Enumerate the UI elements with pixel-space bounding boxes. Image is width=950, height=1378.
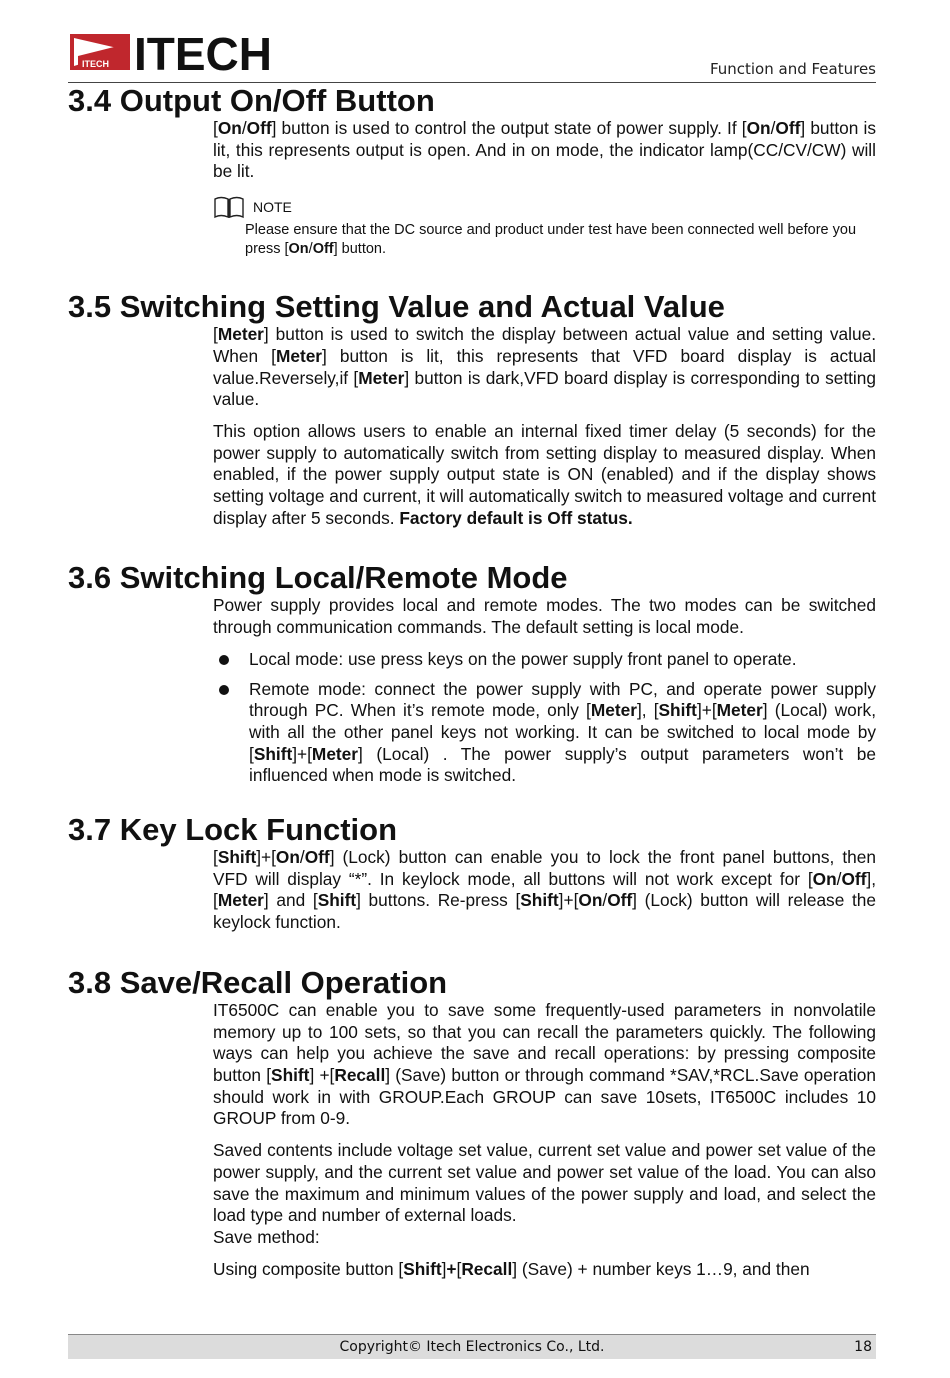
bold-text-run: On bbox=[578, 890, 603, 911]
text-run: ] (Lock) button will release the keylock function. bbox=[213, 890, 876, 933]
text-run: ] button is used to switch the display between actual value and setting value. When [ bbox=[213, 324, 876, 366]
bold-text-run: On bbox=[288, 240, 309, 257]
text-run: ] (Local) . The power supply’s output parameters won’t be influenced when mode is switched. bbox=[249, 743, 876, 786]
note-text bbox=[245, 221, 876, 258]
text-run: Please ensure that the DC source and product under test have been connected well before you press [ bbox=[245, 222, 857, 257]
text-run: ] button is dark,VFD board display is corresponding to setting value. bbox=[213, 367, 876, 410]
text-run: / bbox=[836, 868, 842, 889]
text-run: ] and [ bbox=[263, 890, 318, 911]
text-run: ]+[ bbox=[256, 847, 276, 868]
bold-text-run: Shift bbox=[253, 743, 293, 764]
text-run: ]+[ bbox=[696, 700, 717, 721]
text-run: This option allows users to enable an internal fixed timer delay (5 seconds) for the power supply to automatically switch from setting display to measured display. When enabled, if the power supply output state is ON (enabled) and if the display shows setting voltage and current, it will automatically switch to measured voltage and current display after 5 seconds. bbox=[213, 420, 876, 528]
bold-text-run: Factory default is Off status. bbox=[399, 507, 633, 528]
bold-text-run: Shift bbox=[520, 890, 559, 911]
bold-text-run: On bbox=[217, 118, 242, 138]
text-run: ] button. bbox=[333, 240, 387, 257]
bold-text-run: Meter bbox=[275, 345, 323, 366]
text-run: ] (Lock) button can enable you to lock the front panel buttons, then VFD will display “*”. In keylock mode, all buttons will not work except for [ bbox=[213, 847, 876, 889]
text-run: ] button is used to control the output state of power supply. If [ bbox=[271, 118, 747, 138]
text-run: [ bbox=[456, 1258, 462, 1279]
book-icon bbox=[213, 195, 245, 219]
text-run: ] bbox=[441, 1258, 447, 1279]
bold-text-run: Meter bbox=[217, 324, 264, 345]
bold-text-run: On bbox=[812, 868, 837, 889]
bold-text-run: Off bbox=[607, 890, 633, 911]
section-3-8-paragraph-2 bbox=[213, 1140, 876, 1227]
text-run: ]+[ bbox=[558, 890, 579, 911]
page-number: 18 bbox=[854, 1339, 872, 1355]
bold-text-run: Recall bbox=[461, 1258, 513, 1279]
bold-text-run: Meter bbox=[716, 700, 763, 721]
section-3-5-body bbox=[213, 324, 876, 529]
text-run: Remote mode: connect the power supply with PC, and operate power supply through PC. When it’s remote mode, only [ bbox=[249, 678, 876, 721]
text-run: Power supply provides local and remote modes. The two modes can be switched through communication commands. The default setting is local mode. bbox=[213, 595, 876, 638]
bold-text-run: On bbox=[746, 118, 771, 138]
text-run: / bbox=[308, 240, 313, 257]
text-run: ] buttons. Re-press [ bbox=[356, 890, 521, 911]
section-3-4-body bbox=[213, 118, 876, 258]
section-3-4-heading: 3.4 Output On/Off Button bbox=[68, 83, 435, 118]
bullet-local-mode bbox=[213, 649, 876, 671]
bold-text-run: Off bbox=[841, 868, 867, 889]
bold-text-run: Meter bbox=[217, 890, 264, 911]
text-run: ], [ bbox=[636, 700, 659, 721]
section-3-6-bullet-list bbox=[213, 649, 876, 787]
bold-text-run: Meter bbox=[358, 367, 405, 388]
text-run: / bbox=[602, 890, 608, 911]
bold-text-run: Recall bbox=[334, 1064, 386, 1085]
section-3-7-heading: 3.7 Key Lock Function bbox=[68, 812, 398, 848]
bold-text-run: On bbox=[275, 847, 300, 868]
section-3-5-heading: 3.5 Switching Setting Value and Actual Value bbox=[68, 289, 725, 325]
text-run: ] button is lit, this represents that VFD board display is actual value.Reversely,if [ bbox=[213, 345, 877, 388]
text-run: Saved contents include voltage set value, current set value and power set value of the power supply, and the current set value and power set value of the load. You can also save the maximum and minimum values of the power supply and load, and select the load type and number of external loads. bbox=[213, 1140, 876, 1226]
logo-text: ITECH bbox=[134, 30, 272, 74]
text-run: IT6500C can enable you to save some frequently-used parameters in nonvolatile memory up to 100 sets, so that you can recall the parameters quickly. The following ways can help you achieve the save and recall operations: by pressing composite button [ bbox=[213, 999, 876, 1085]
text-run: ] (Local) work, with all the other panel keys not working. It can be switched to local mode by [ bbox=[249, 700, 876, 764]
bold-text-run: Shift bbox=[271, 1064, 310, 1085]
itech-logo bbox=[68, 30, 298, 74]
section-3-8-body bbox=[213, 1000, 876, 1280]
bold-text-run: Shift bbox=[217, 847, 257, 868]
bold-text-run: Meter bbox=[590, 700, 637, 721]
bold-text-run: Shift bbox=[658, 700, 697, 721]
text-run: Local mode: use press keys on the power supply front panel to operate. bbox=[249, 648, 797, 669]
text-run: [ bbox=[213, 847, 218, 868]
text-run: ] +[ bbox=[309, 1064, 335, 1085]
text-run: ] (Save) button or through command *SAV,*RCL.Save operation should work in with GROUP.Each GROUP can save 10sets, IT6500C includes 10 GROUP from 0-9. bbox=[213, 1064, 876, 1129]
section-3-8-paragraph-1 bbox=[213, 1000, 876, 1130]
section-3-6-paragraph bbox=[213, 595, 876, 638]
section-3-6-body bbox=[213, 595, 876, 787]
bold-text-run: Off bbox=[304, 847, 330, 868]
bold-text-run: + bbox=[446, 1258, 457, 1279]
page-footer bbox=[68, 1334, 876, 1359]
note-block bbox=[213, 195, 876, 258]
itech-logo-graphic bbox=[68, 30, 298, 74]
section-3-8-heading: 3.8 Save/Recall Operation bbox=[68, 964, 448, 1000]
header-section-title: Function and Features bbox=[709, 60, 876, 78]
text-run: / bbox=[770, 118, 776, 138]
text-run: Save method: bbox=[213, 1226, 320, 1247]
logo-badge-text: ITECH bbox=[82, 59, 109, 69]
note-label: NOTE bbox=[253, 199, 292, 216]
page-content bbox=[68, 84, 876, 1280]
bold-text-run: Meter bbox=[311, 743, 359, 764]
text-run: / bbox=[241, 118, 247, 138]
footer-copyright: Copyright© Itech Electronics Co., Ltd. bbox=[339, 1339, 605, 1355]
text-run: ] button is lit, this represents output is open. And in on mode, the indicator lamp(CC/CV/CW) will be lit. bbox=[213, 118, 877, 182]
section-3-7-paragraph bbox=[213, 847, 876, 934]
bold-text-run: Shift bbox=[403, 1258, 442, 1279]
text-run: [ bbox=[213, 118, 218, 138]
bullet-remote-mode bbox=[213, 679, 876, 788]
text-run: ], [ bbox=[213, 868, 876, 911]
text-run: [ bbox=[213, 324, 218, 345]
bold-text-run: Off bbox=[775, 118, 801, 138]
text-run: / bbox=[299, 847, 305, 868]
bold-text-run: Off bbox=[312, 240, 334, 257]
note-header bbox=[213, 195, 876, 219]
section-3-8-save-method bbox=[213, 1227, 876, 1249]
section-3-7-body bbox=[213, 847, 876, 934]
text-run: ]+[ bbox=[292, 743, 312, 764]
section-3-6-heading: 3.6 Switching Local/Remote Mode bbox=[68, 560, 568, 596]
section-3-8-paragraph-4 bbox=[213, 1259, 876, 1281]
bold-text-run: Off bbox=[246, 118, 272, 138]
bold-text-run: Shift bbox=[317, 890, 357, 911]
text-run: ] (Save) + number keys 1…9, and then bbox=[512, 1258, 810, 1279]
section-3-5-paragraph-1 bbox=[213, 324, 876, 411]
section-3-4-paragraph bbox=[213, 118, 876, 183]
text-run: Using composite button [ bbox=[213, 1258, 404, 1279]
section-3-5-paragraph-2 bbox=[213, 421, 876, 530]
